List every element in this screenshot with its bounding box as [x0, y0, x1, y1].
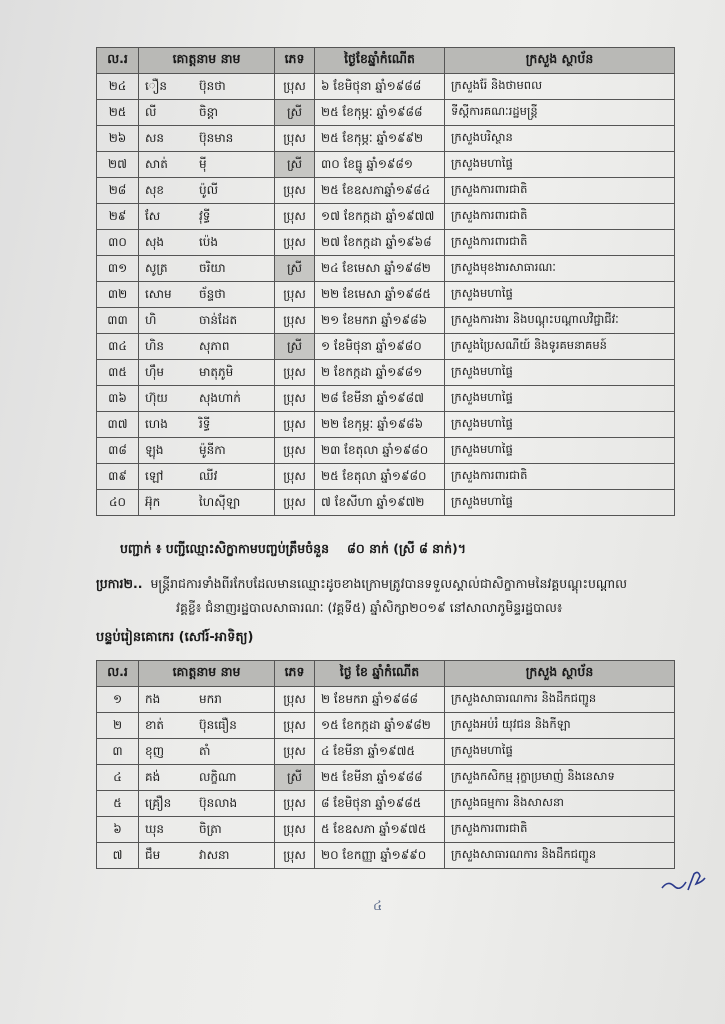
- row-name: [139, 178, 275, 204]
- row-date-of-birth: ១ ខែមិថុនា ឆ្នាំ១៩៨០: [315, 334, 445, 360]
- row-institution: ក្រសួងមហាផ្ទៃ: [445, 490, 675, 516]
- row-institution: ក្រសួងមហាផ្ទៃ: [445, 739, 675, 765]
- row-name: [139, 464, 275, 490]
- row-given-name: លក្ខិណា: [199, 769, 237, 784]
- row-surname: ជឹម: [145, 847, 161, 862]
- row-date-of-birth: ២ ខែកក្កដា ឆ្នាំ១៩៨១: [315, 360, 445, 386]
- table-row: [97, 386, 675, 412]
- table-row: [97, 282, 675, 308]
- row-given-name: សុងហាក់: [199, 390, 241, 405]
- row-sex: ប្រុស: [275, 438, 315, 464]
- row-sex: ប្រុស: [275, 687, 315, 713]
- row-institution: ក្រសួងការពារជាតិ: [445, 204, 675, 230]
- row-name: [139, 490, 275, 516]
- row-sex: ប្រុស: [275, 739, 315, 765]
- row-given-name: ប៊ុនលាង: [199, 795, 238, 810]
- row-number: ៣៨: [97, 438, 139, 464]
- row-institution: ក្រសួងសាធារណការ និងដឹកជញ្ជូន: [445, 687, 675, 713]
- row-surname: សន: [145, 130, 165, 145]
- row-name: [139, 126, 275, 152]
- table-row: [97, 490, 675, 516]
- row-date-of-birth: ២៣ ខែតុលា ឆ្នាំ១៩៨០: [315, 438, 445, 464]
- participants-table-1: [96, 47, 675, 516]
- header-dob: ថ្ងៃ ខែ ឆ្នាំកំណើត: [315, 661, 445, 687]
- article-2: [96, 572, 686, 620]
- table-row: [97, 126, 675, 152]
- row-date-of-birth: ៨ ខែមិថុនា ឆ្នាំ១៩៨៥: [315, 791, 445, 817]
- row-number: ៣: [97, 739, 139, 765]
- row-date-of-birth: ៣០ ខែធ្នូ ឆ្នាំ១៩៨១: [315, 152, 445, 178]
- row-given-name: ចិត្រា: [199, 821, 222, 836]
- row-number: ២៧: [97, 152, 139, 178]
- initials-signature: [658, 868, 708, 894]
- row-name: [139, 817, 275, 843]
- article-line-1: មន្ត្រីរាជការទាំងពីរកែបដែលមានឈ្មោះដូចខាងក្រោមត្រូវបានទទួលស្គាល់ជាសិក្ខាកាមនៃវគ្គបណ្តុះបណ្តាល: [150, 576, 628, 591]
- row-name: [139, 308, 275, 334]
- row-surname: លី: [145, 104, 157, 119]
- row-given-name: ច័ន្ទថា: [199, 286, 226, 301]
- row-institution: ក្រសួងប្រៃសណីយ៍ និងទូរគមនាគមន៍: [445, 334, 675, 360]
- row-surname: ឡៅ: [145, 468, 164, 483]
- row-date-of-birth: ២៨ ខែមីនា ឆ្នាំ១៩៨៧: [315, 386, 445, 412]
- row-number: ៧: [97, 843, 139, 869]
- article-label: ប្រការ២..: [96, 576, 143, 591]
- table-header-row: [97, 661, 675, 687]
- row-institution: ក្រសួងការពារជាតិ: [445, 230, 675, 256]
- table-row: [97, 412, 675, 438]
- row-surname: សូត្រ: [145, 260, 168, 275]
- row-name: [139, 100, 275, 126]
- row-name: [139, 282, 275, 308]
- row-number: ៤០: [97, 490, 139, 516]
- row-sex: ប្រុស: [275, 178, 315, 204]
- row-name: [139, 412, 275, 438]
- table-row: [97, 817, 675, 843]
- row-surname: ហេង: [145, 416, 168, 431]
- row-surname: ខាត់: [145, 717, 165, 732]
- article-line-2: វគ្គខ្លី៖ ជំនាញរដ្ឋបាលសាធារណៈ (វគ្គទី៥) ឆ្នាំសិក្សា២០១៩ នៅសាលាភូមិន្ទរដ្ឋបាល៖: [176, 600, 563, 615]
- row-institution: ក្រសួងមហាផ្ទៃ: [445, 152, 675, 178]
- row-sex: ប្រុស: [275, 791, 315, 817]
- row-name: [139, 204, 275, 230]
- header-name: គោត្តនាម នាម: [139, 661, 275, 687]
- note-count: ៨០ នាក់ (ស្រី ៨ នាក់)។: [347, 541, 466, 556]
- row-surname: ហ៊ឹម: [145, 364, 165, 379]
- row-sex: ប្រុស: [275, 230, 315, 256]
- table-row: [97, 464, 675, 490]
- row-surname: ឡុង: [145, 442, 164, 457]
- table-row: [97, 334, 675, 360]
- row-given-name: មករា: [199, 691, 222, 706]
- row-date-of-birth: ៦ ខែមិថុនា ឆ្នាំ១៩៨៨: [315, 74, 445, 100]
- row-given-name: ប៊ុនធឿន: [199, 717, 237, 732]
- row-surname: កង: [145, 691, 161, 706]
- row-sex: ប្រុស: [275, 360, 315, 386]
- table-header-row: [97, 48, 675, 74]
- row-sex: ស្រី: [275, 256, 315, 282]
- row-name: [139, 438, 275, 464]
- row-given-name: ឈីវ: [199, 468, 218, 483]
- note-line: [120, 541, 680, 560]
- page-number: ៤: [373, 899, 383, 914]
- table-row: [97, 687, 675, 713]
- table-row: [97, 765, 675, 791]
- row-surname: ឃុន: [145, 821, 165, 836]
- header-dob: ថ្ងៃខែឆ្នាំកំណើត: [315, 48, 445, 74]
- row-institution: ក្រសួងមុខងារសាធារណៈ: [445, 256, 675, 282]
- row-number: ២៥: [97, 100, 139, 126]
- row-number: ៣៧: [97, 412, 139, 438]
- row-given-name: ម៉ី: [199, 156, 207, 171]
- row-surname: គ្រឿន: [145, 795, 172, 810]
- row-name: [139, 687, 275, 713]
- row-date-of-birth: ២៥ ខែកុម្ភៈ ឆ្នាំ១៩៩២: [315, 126, 445, 152]
- row-number: ៤: [97, 765, 139, 791]
- header-no: ល.រ: [97, 661, 139, 687]
- row-given-name: ប៉េង: [199, 234, 219, 249]
- table-body: [97, 74, 675, 516]
- row-surname: ហិន: [145, 338, 165, 353]
- header-sex: ភេទ: [275, 661, 315, 687]
- row-institution: ក្រសួងការពារជាតិ: [445, 817, 675, 843]
- row-date-of-birth: ១៥ ខែកក្កដា ឆ្នាំ១៩៨២: [315, 713, 445, 739]
- note-text: បញ្ជាក់ ៖ បញ្ជីឈ្មោះសិក្ខាកាមបញ្ចប់ត្រឹមចំនួន: [120, 541, 330, 556]
- row-given-name: មាតុភូមិ: [199, 364, 234, 379]
- row-sex: ប្រុស: [275, 843, 315, 869]
- row-sex: ប្រុស: [275, 204, 315, 230]
- row-sex: ស្រី: [275, 334, 315, 360]
- row-name: [139, 713, 275, 739]
- row-date-of-birth: ២៥ ខែឧសភាឆ្នាំ១៩៨៤: [315, 178, 445, 204]
- row-institution: ក្រសួងមហាផ្ទៃ: [445, 386, 675, 412]
- row-date-of-birth: ២៥ ខែមីនា ឆ្នាំ១៩៨៨: [315, 765, 445, 791]
- row-date-of-birth: ២២ ខែកុម្ភៈ ឆ្នាំ១៩៨៦: [315, 412, 445, 438]
- table-row: [97, 152, 675, 178]
- row-name: [139, 74, 275, 100]
- table-row: [97, 74, 675, 100]
- row-name: [139, 256, 275, 282]
- header-name: គោត្តនាម នាម: [139, 48, 275, 74]
- row-institution: ក្រសួងមហាផ្ទៃ: [445, 438, 675, 464]
- participants-table-2: [96, 660, 675, 869]
- row-date-of-birth: ៤ ខែមីនា ឆ្នាំ១៩៧៥: [315, 739, 445, 765]
- row-number: ៥: [97, 791, 139, 817]
- row-name: [139, 791, 275, 817]
- table-row: [97, 360, 675, 386]
- row-surname: ហ៊ុយ: [145, 390, 168, 405]
- row-sex: ប្រុស: [275, 713, 315, 739]
- row-date-of-birth: ២៥ ខែកុម្ភៈ ឆ្នាំ១៩៨៨: [315, 100, 445, 126]
- row-institution: ក្រសួងមហាផ្ទៃ: [445, 282, 675, 308]
- row-name: [139, 386, 275, 412]
- row-surname: សុង: [145, 234, 165, 249]
- row-date-of-birth: ២០ ខែកញ្ញា ឆ្នាំ១៩៩០: [315, 843, 445, 869]
- row-surname: ឿន: [145, 78, 168, 93]
- row-given-name: តាំ: [199, 743, 211, 758]
- row-institution: ក្រសួងធម្មការ និងសាសនា: [445, 791, 675, 817]
- row-number: ២: [97, 713, 139, 739]
- table-row: [97, 713, 675, 739]
- row-number: ២៨: [97, 178, 139, 204]
- row-date-of-birth: ៥ ខែឧសភា ឆ្នាំ១៩៧៥: [315, 817, 445, 843]
- header-sex: ភេទ: [275, 48, 315, 74]
- table-row: [97, 256, 675, 282]
- row-sex: ប្រុស: [275, 412, 315, 438]
- row-sex: ប្រុស: [275, 386, 315, 412]
- row-number: ៣១: [97, 256, 139, 282]
- row-surname: គង់: [145, 769, 161, 784]
- table-row: [97, 230, 675, 256]
- header-no: ល.រ: [97, 48, 139, 74]
- row-number: ៣៣: [97, 308, 139, 334]
- table-row: [97, 204, 675, 230]
- row-sex: ប្រុស: [275, 490, 315, 516]
- row-number: ៣៦: [97, 386, 139, 412]
- row-sex: ស្រី: [275, 765, 315, 791]
- row-institution: ក្រសួងមហាផ្ទៃ: [445, 412, 675, 438]
- row-given-name: ហៃស៊ីឡា: [199, 494, 241, 509]
- row-surname: សោម: [145, 286, 172, 301]
- row-number: ២៦: [97, 126, 139, 152]
- row-date-of-birth: ១៧ ខែកក្កដា ឆ្នាំ១៩៧៧: [315, 204, 445, 230]
- row-name: [139, 230, 275, 256]
- row-sex: ប្រុស: [275, 282, 315, 308]
- row-institution: ក្រសួងសាធារណការ និងដឹកជញ្ជូន: [445, 843, 675, 869]
- row-date-of-birth: ២៧ ខែកក្កដា ឆ្នាំ១៩៦៨: [315, 230, 445, 256]
- header-institution: ក្រសួង ស្ថាប័ន: [445, 48, 675, 74]
- row-institution: ក្រសួងការពារជាតិ: [445, 178, 675, 204]
- row-sex: ស្រី: [275, 152, 315, 178]
- section-heading: បន្ទប់រៀនគោកេរ (សៅរ៍-អាទិត្យ): [96, 630, 254, 645]
- row-date-of-birth: ២៤ ខែមេសា ឆ្នាំ១៩៨២: [315, 256, 445, 282]
- row-institution: ក្រសួងអប់រំ យុវជន និងកីឡា: [445, 713, 675, 739]
- row-number: ៣២: [97, 282, 139, 308]
- row-sex: ប្រុស: [275, 308, 315, 334]
- row-given-name: ម៉ូនីកា: [199, 442, 226, 457]
- row-surname: អ៊ុក: [145, 494, 161, 509]
- row-surname: ខុញ: [145, 743, 165, 758]
- row-institution: ក្រសួងមហាផ្ទៃ: [445, 360, 675, 386]
- row-surname: ហិ: [145, 312, 157, 327]
- row-given-name: ចរិយា: [199, 260, 226, 275]
- row-number: ២៤: [97, 74, 139, 100]
- row-institution: ទីស្តីការគណៈរដ្ឋមន្ត្រី: [445, 100, 675, 126]
- table-body: [97, 687, 675, 869]
- row-number: ៣៩: [97, 464, 139, 490]
- row-name: [139, 739, 275, 765]
- row-date-of-birth: ២២ ខែមេសា ឆ្នាំ១៩៨៥: [315, 282, 445, 308]
- row-given-name: វាសនា: [199, 847, 230, 862]
- row-institution: ក្រសួងកសិកម្ម រុក្ខាប្រមាញ់ និងនេសាទ: [445, 765, 675, 791]
- row-number: ១: [97, 687, 139, 713]
- row-name: [139, 843, 275, 869]
- row-sex: ប្រុស: [275, 74, 315, 100]
- row-institution: ក្រសួងរ៉ែ និងថាមពល: [445, 74, 675, 100]
- row-sex: ប្រុស: [275, 817, 315, 843]
- row-date-of-birth: ៧ ខែសីហា ឆ្នាំ១៩៧២: [315, 490, 445, 516]
- row-given-name: ប៉ូលី: [199, 182, 219, 197]
- row-date-of-birth: ២ ខែមករា ឆ្នាំ១៩៨៨: [315, 687, 445, 713]
- row-number: ៣៥: [97, 360, 139, 386]
- row-surname: សែ: [145, 208, 161, 223]
- row-sex: ស្រី: [275, 100, 315, 126]
- table-row: [97, 791, 675, 817]
- row-institution: ក្រសួងបរិស្ថាន: [445, 126, 675, 152]
- row-sex: ប្រុស: [275, 126, 315, 152]
- row-given-name: ចាន់ដែត: [199, 312, 238, 327]
- row-institution: ក្រសួងការងារ និងបណ្តុះបណ្តាលវិជ្ជាជីវៈ: [445, 308, 675, 334]
- row-name: [139, 765, 275, 791]
- row-date-of-birth: ២១ ខែមករា ឆ្នាំ១៩៨៦: [315, 308, 445, 334]
- row-given-name: ចិន្តា: [199, 104, 219, 119]
- header-institution: ក្រសួង ស្ថាប័ន: [445, 661, 675, 687]
- table-row: [97, 739, 675, 765]
- row-given-name: ប៊ុនមាន: [199, 130, 234, 145]
- table-row: [97, 178, 675, 204]
- row-given-name: រិទ្ធី: [199, 416, 211, 431]
- row-name: [139, 152, 275, 178]
- row-given-name: វុទ្ធី: [199, 208, 211, 223]
- row-sex: ប្រុស: [275, 464, 315, 490]
- table-row: [97, 308, 675, 334]
- row-number: ២៩: [97, 204, 139, 230]
- row-name: [139, 360, 275, 386]
- row-given-name: ប៊ុនថា: [199, 78, 226, 93]
- row-surname: សាត់: [145, 156, 168, 171]
- row-number: ៣៤: [97, 334, 139, 360]
- row-surname: សុខ: [145, 182, 165, 197]
- row-number: ៣០: [97, 230, 139, 256]
- row-given-name: សុភាព: [199, 338, 230, 353]
- row-number: ៦: [97, 817, 139, 843]
- row-name: [139, 334, 275, 360]
- row-date-of-birth: ២៥ ខែតុលា ឆ្នាំ១៩៨០: [315, 464, 445, 490]
- table-row: [97, 438, 675, 464]
- table-row: [97, 100, 675, 126]
- row-institution: ក្រសួងការពារជាតិ: [445, 464, 675, 490]
- table-row: [97, 843, 675, 869]
